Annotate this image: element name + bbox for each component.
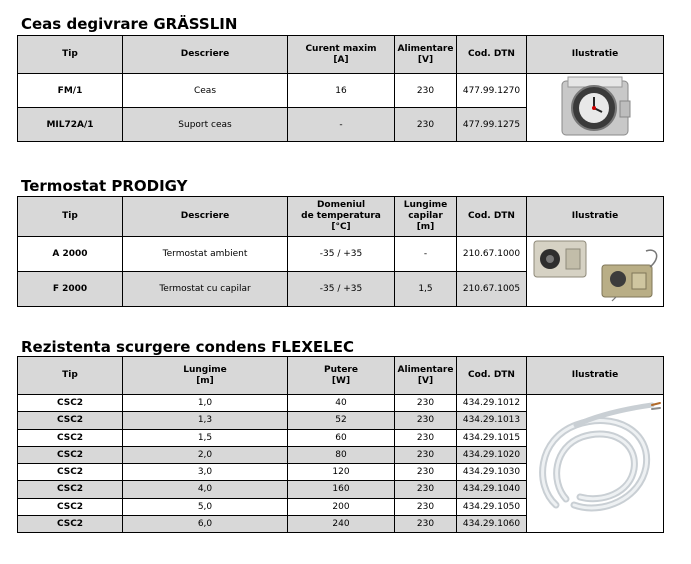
- cell-tip: CSC2: [18, 481, 123, 498]
- cell-lungime: 5,0: [123, 498, 288, 515]
- cell-cod: 210.67.1000: [457, 237, 527, 272]
- table-flexelec: [17, 356, 664, 533]
- cell-descriere: Termostat ambient: [123, 237, 288, 272]
- header-descriere: Descriere: [123, 197, 288, 237]
- cell-lungime: 6,0: [123, 515, 288, 532]
- header-cod: Cod. DTN: [457, 36, 527, 74]
- cell-putere: 52: [288, 412, 395, 429]
- header-domeniul: Domeniul de temperatura [°C]: [288, 197, 395, 237]
- table-prodigy: [17, 196, 664, 307]
- illustration-cell: [527, 74, 664, 142]
- illustration-cell: [527, 237, 664, 307]
- section-title-flexelec: Rezistenta scurgere condens FLEXELEC: [21, 338, 354, 356]
- cell-domeniul: -35 / +35: [288, 272, 395, 307]
- cell-tip: CSC2: [18, 395, 123, 412]
- header-lungime: Lungime [m]: [123, 357, 288, 395]
- cell-alimentare: 230: [395, 481, 457, 498]
- thermostat-image: [528, 237, 662, 303]
- header-ilustratie: Ilustratie: [527, 36, 664, 74]
- cell-tip: CSC2: [18, 412, 123, 429]
- cell-lungime: -: [395, 237, 457, 272]
- header-lungime: Lungime capilar [m]: [395, 197, 457, 237]
- cell-tip: CSC2: [18, 515, 123, 532]
- cell-tip: F 2000: [18, 272, 123, 307]
- cell-descriere: Suport ceas: [123, 108, 288, 142]
- table-row: [18, 237, 664, 272]
- table-row: [18, 74, 664, 108]
- cell-lungime: 1,3: [123, 412, 288, 429]
- cell-lungime: 1,5: [123, 429, 288, 446]
- cell-tip: CSC2: [18, 498, 123, 515]
- cell-tip: CSC2: [18, 464, 123, 481]
- cell-putere: 80: [288, 446, 395, 463]
- cell-lungime: 4,0: [123, 481, 288, 498]
- header-alimentare: Alimentare [V]: [395, 357, 457, 395]
- cell-putere: 120: [288, 464, 395, 481]
- cell-cod: 210.67.1005: [457, 272, 527, 307]
- cell-cod: 434.29.1030: [457, 464, 527, 481]
- cell-cod: 477.99.1270: [457, 74, 527, 108]
- cell-domeniul: -35 / +35: [288, 237, 395, 272]
- header-tip: Tip: [18, 197, 123, 237]
- table-grasslin: [17, 35, 664, 142]
- cell-cod: 434.29.1015: [457, 429, 527, 446]
- heating-cable-image: [528, 395, 662, 529]
- cell-alimentare: 230: [395, 446, 457, 463]
- cell-cod: 434.29.1013: [457, 412, 527, 429]
- cell-cod: 434.29.1060: [457, 515, 527, 532]
- cell-cod: 434.29.1012: [457, 395, 527, 412]
- cell-lungime: 1,0: [123, 395, 288, 412]
- cell-descriere: Ceas: [123, 74, 288, 108]
- section-title-grasslin: Ceas degivrare GRÄSSLIN: [21, 15, 238, 33]
- header-descriere: Descriere: [123, 36, 288, 74]
- cell-alimentare: 230: [395, 74, 457, 108]
- header-row: [18, 357, 664, 395]
- cell-cod: 434.29.1040: [457, 481, 527, 498]
- cell-lungime: 2,0: [123, 446, 288, 463]
- header-tip: Tip: [18, 36, 123, 74]
- cell-lungime: 3,0: [123, 464, 288, 481]
- cell-alimentare: 230: [395, 429, 457, 446]
- cell-tip: FM/1: [18, 74, 123, 108]
- header-alimentare: Alimentare [V]: [395, 36, 457, 74]
- cell-cod: 477.99.1275: [457, 108, 527, 142]
- cell-alimentare: 230: [395, 395, 457, 412]
- cell-putere: 240: [288, 515, 395, 532]
- header-cod: Cod. DTN: [457, 357, 527, 395]
- cell-tip: CSC2: [18, 446, 123, 463]
- cell-putere: 40: [288, 395, 395, 412]
- cell-alimentare: 230: [395, 515, 457, 532]
- cell-putere: 60: [288, 429, 395, 446]
- cell-putere: 160: [288, 481, 395, 498]
- cell-descriere: Termostat cu capilar: [123, 272, 288, 307]
- cell-cod: 434.29.1020: [457, 446, 527, 463]
- section-title-prodigy: Termostat PRODIGY: [21, 177, 188, 195]
- header-row: [18, 197, 664, 237]
- header-curent: Curent maxim [A]: [288, 36, 395, 74]
- cell-tip: MIL72A/1: [18, 108, 123, 142]
- cell-alimentare: 230: [395, 498, 457, 515]
- cell-curent: 16: [288, 74, 395, 108]
- header-cod: Cod. DTN: [457, 197, 527, 237]
- header-row: [18, 36, 664, 74]
- header-putere: Putere [W]: [288, 357, 395, 395]
- cell-cod: 434.29.1050: [457, 498, 527, 515]
- cell-curent: -: [288, 108, 395, 142]
- header-ilustratie: Ilustratie: [527, 197, 664, 237]
- cell-lungime: 1,5: [395, 272, 457, 307]
- cell-tip: CSC2: [18, 429, 123, 446]
- illustration-cell: [527, 395, 664, 533]
- cell-putere: 200: [288, 498, 395, 515]
- table-row: [18, 395, 664, 412]
- cell-alimentare: 230: [395, 412, 457, 429]
- cell-alimentare: 230: [395, 108, 457, 142]
- timer-clock-image: [550, 75, 640, 137]
- cell-tip: A 2000: [18, 237, 123, 272]
- header-ilustratie: Ilustratie: [527, 357, 664, 395]
- header-tip: Tip: [18, 357, 123, 395]
- cell-alimentare: 230: [395, 464, 457, 481]
